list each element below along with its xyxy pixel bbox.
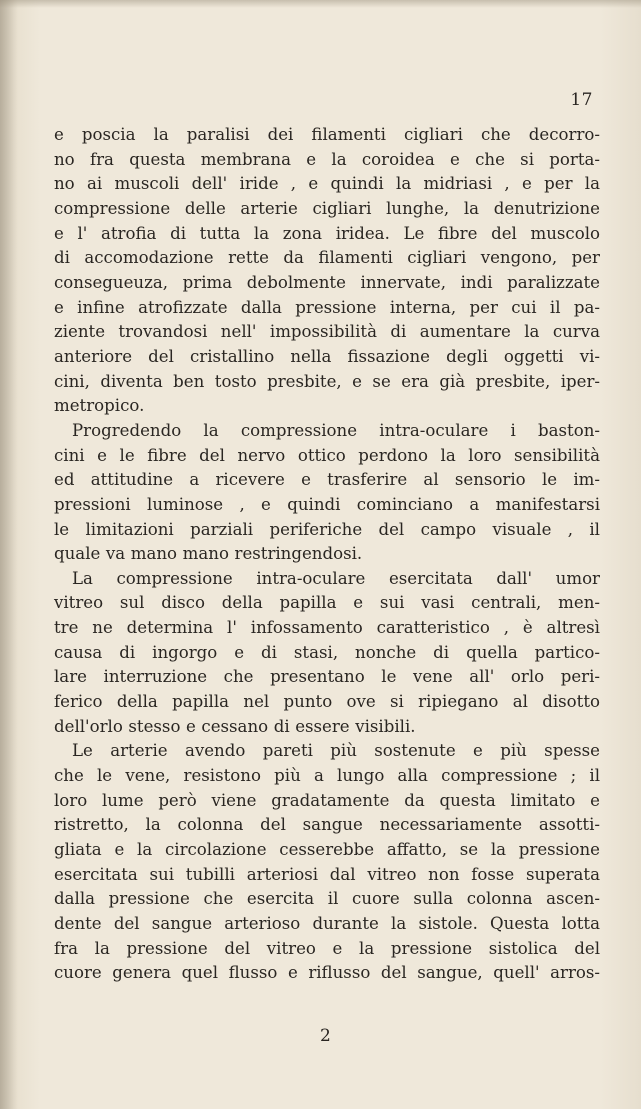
text-line: compressione delle arterie cigliari lunghe, la denutrizione bbox=[54, 198, 600, 218]
text-line: esercitata sui tubilli arteriosi dal vitreo non fosse superata bbox=[54, 864, 600, 884]
signature-mark: 2 bbox=[320, 1026, 331, 1046]
text-line: ziente trovandosi nell' impossibilità di aumentare la curva bbox=[54, 322, 600, 342]
text-line: che le vene, resistono più a lungo alla compressione ; il bbox=[54, 766, 600, 786]
text-line: La compressione intra-oculare esercitata dall' umor bbox=[72, 568, 600, 588]
text-line: loro lume però viene gradatamente da questa limitato e bbox=[54, 790, 600, 810]
text-line: ristretto, la colonna del sangue necessariamente assotti- bbox=[54, 815, 600, 835]
text-line: no ai muscoli dell' iride , e quindi la midriasi , e per la bbox=[54, 174, 600, 194]
text-line: consegueuza, prima debolmente innervate, indi paralizzate bbox=[54, 272, 600, 292]
text-line: dell'orlo stesso e cessano di essere visibili. bbox=[54, 716, 416, 736]
text-line: dalla pressione che esercita il cuore sulla colonna ascen- bbox=[54, 889, 600, 909]
text-line: gliata e la circolazione cesserebbe affatto, se la pressione bbox=[54, 840, 600, 860]
text-line: ed attitudine a ricevere e trasferire al sensorio le im- bbox=[54, 470, 600, 490]
text-line: le limitazioni parziali periferiche del campo visuale , il bbox=[54, 519, 600, 539]
text-line: Le arterie avendo pareti più sostenute e più spesse bbox=[72, 741, 600, 761]
text-line: quale va mano mano restringendosi. bbox=[54, 544, 363, 564]
text-line: lare interruzione che presentano le vene all' orlo peri- bbox=[54, 667, 600, 687]
text-line: cuore genera quel flusso e riflusso del sangue, quell' arros- bbox=[54, 963, 600, 983]
text-line: e l' atrofia di tutta la zona iridea. Le fibre del muscolo bbox=[54, 223, 600, 243]
text-line: fra la pressione del vitreo e la pressione sistolica del bbox=[54, 938, 600, 958]
text-line: no fra questa membrana e la coroidea e che si porta- bbox=[54, 149, 600, 169]
text-line: cini, diventa ben tosto presbite, e se era già presbite, iper- bbox=[54, 371, 600, 391]
text-line: cini e le fibre del nervo ottico perdono la loro sensibilità bbox=[54, 445, 600, 465]
text-line: Progredendo la compressione intra-oculare i baston- bbox=[72, 420, 600, 440]
binding-shadow bbox=[0, 0, 18, 1109]
text-line: metropico. bbox=[54, 396, 145, 416]
text-line: pressioni luminose , e quindi cominciano a manifestarsi bbox=[54, 494, 600, 514]
text-line: tre ne determina l' infossamento caratteristico , è altresì bbox=[54, 618, 600, 638]
text-line: anteriore del cristallino nella fissazione degli oggetti vi- bbox=[54, 346, 600, 366]
text-line: dente del sangue arterioso durante la sistole. Questa lotta bbox=[54, 914, 600, 933]
body-text bbox=[54, 123, 600, 986]
text-line: vitreo sul disco della papilla e sui vasi centrali, men- bbox=[54, 593, 600, 613]
top-page-edge bbox=[0, 0, 641, 8]
text-line: ferico della papilla nel punto ove si ripiegano al disotto bbox=[54, 692, 600, 712]
text-line: causa di ingorgo e di stasi, nonche di quella partico- bbox=[54, 642, 600, 662]
text-line: e infine atrofizzate dalla pressione interna, per cui il pa- bbox=[54, 297, 600, 317]
text-line: di accomodazione rette da filamenti cigliari vengono, per bbox=[54, 248, 600, 268]
text-line: e poscia la paralisi dei filamenti cigliari che decorro- bbox=[54, 125, 600, 144]
page-number: 17 bbox=[570, 90, 593, 110]
